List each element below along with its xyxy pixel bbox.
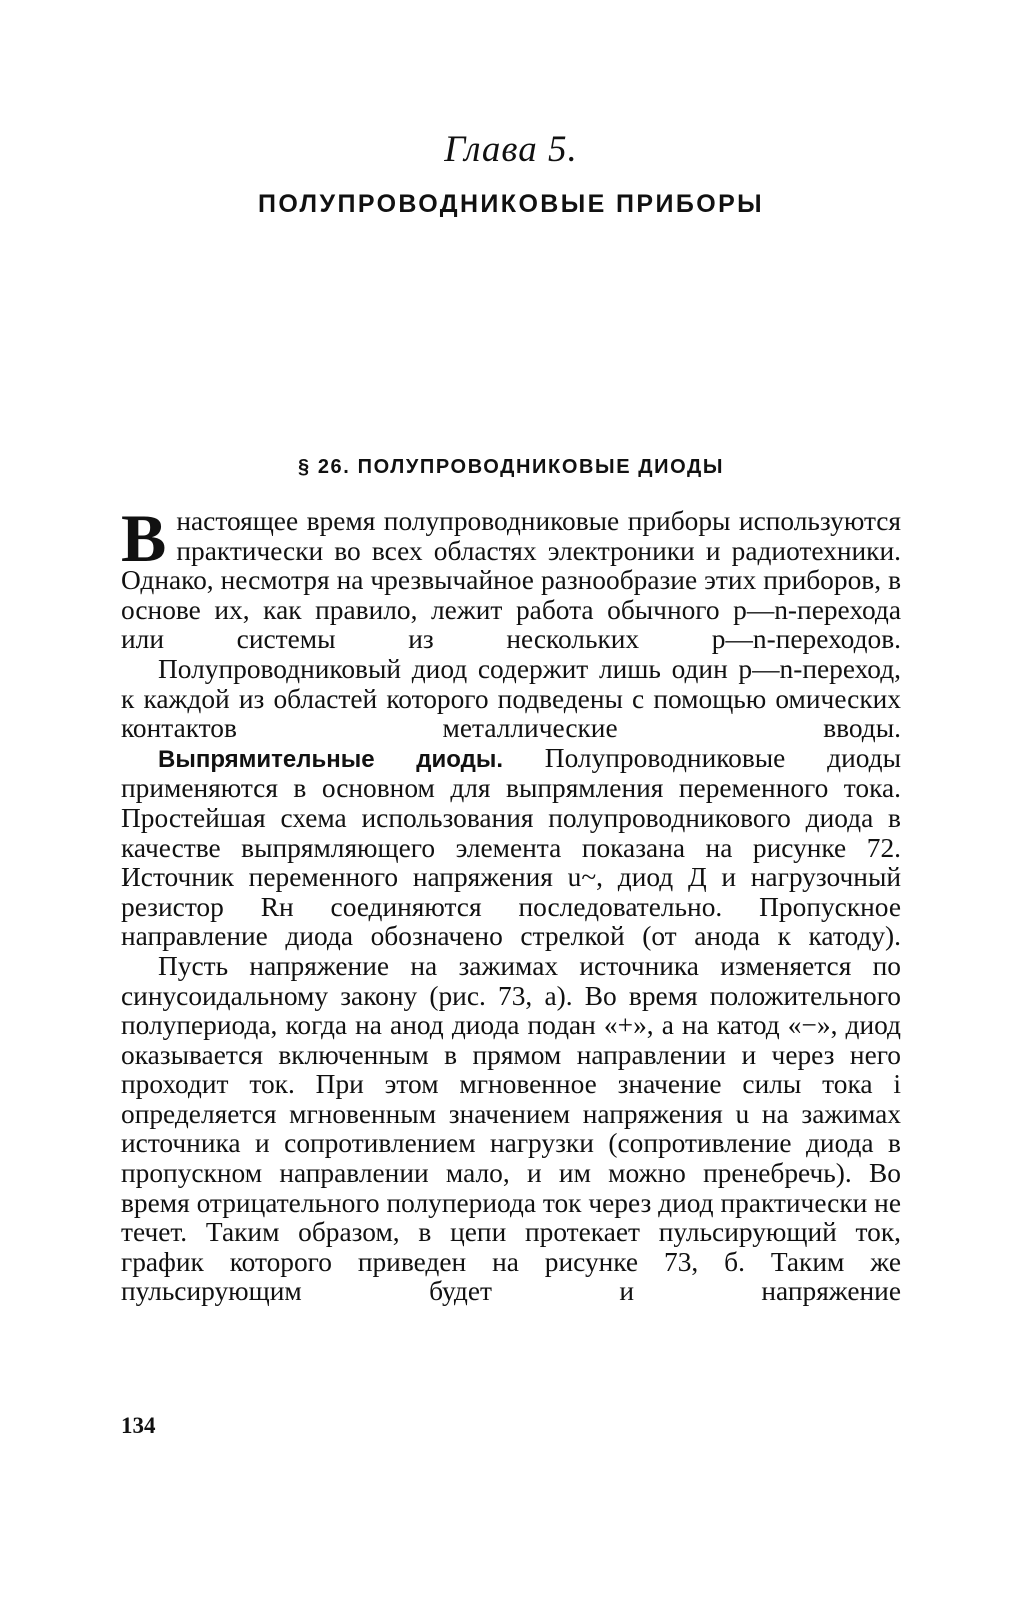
- body-text: [121, 500, 901, 1307]
- paragraph-rectifier: [121, 744, 901, 952]
- run-in-heading: Выпрямительные диоды.: [158, 745, 503, 773]
- page-number: 134: [121, 1413, 156, 1438]
- paragraph-sinusoidal-text: Пусть напряжение на зажимах источника изменяется по синусоидальному закону (рис. 73, а). Во время положительного полупериода, когда на анод диода подан «+», а на катод «−», диод оказывается включенным в прямом направлении и через него проходит ток. При этом мгновенное значение силы тока i определяется мгновенным значением напряжения u на зажимах источника и сопротивлением нагрузки (сопротивление диода в пропускном направлении мало, и им можно пренебречь). Во время отрицательного полупериода ток через диод практически не течет. Таким образом, в цепи протекает пульсирующий ток, график которого приведен на рисунке 73, б. Таким же пульсирующим будет и напряжение: [121, 950, 901, 1307]
- chapter-title: ПОЛУПРОВОДНИКОВЫЕ ПРИБОРЫ: [257, 190, 765, 218]
- chapter-label: Глава 5.: [444, 129, 578, 170]
- paragraph-intro: [121, 500, 901, 655]
- paragraph-diode: [121, 655, 901, 744]
- paragraph-sinusoidal: [121, 952, 901, 1307]
- paragraph-rectifier-text: Полупроводниковые диоды применяются в основном для выпрямления переменного тока. Простейшая схема использования полупроводникового диода в качестве выпрямляющего элемента показана на рисунке 72. Источник переменного напряжения u~, диод Д и нагрузочный резистор Rн соединяются последовательно. Пропускное направление диода обозначено стрелкой (от анода к катоду).: [121, 742, 901, 952]
- paragraph-diode-text: Полупроводниковый диод содержит лишь один p—n-переход, к каждой из областей которого подведены с помощью омических контактов металлические вводы.: [121, 653, 901, 744]
- paragraph-intro-text: настоящее время полупроводниковые приборы используются практически во всех областях электроники и радиотехники. Однако, несмотря на чрезвычайное разнообразие этих приборов, в основе их, как правило, лежит работа обычного p—n-перехода или системы из нескольких p—n-переходов.: [121, 506, 901, 655]
- section-title: § 26. ПОЛУПРОВОДНИКОВЫЕ ДИОДЫ: [297, 456, 725, 478]
- drop-cap: В: [121, 500, 167, 576]
